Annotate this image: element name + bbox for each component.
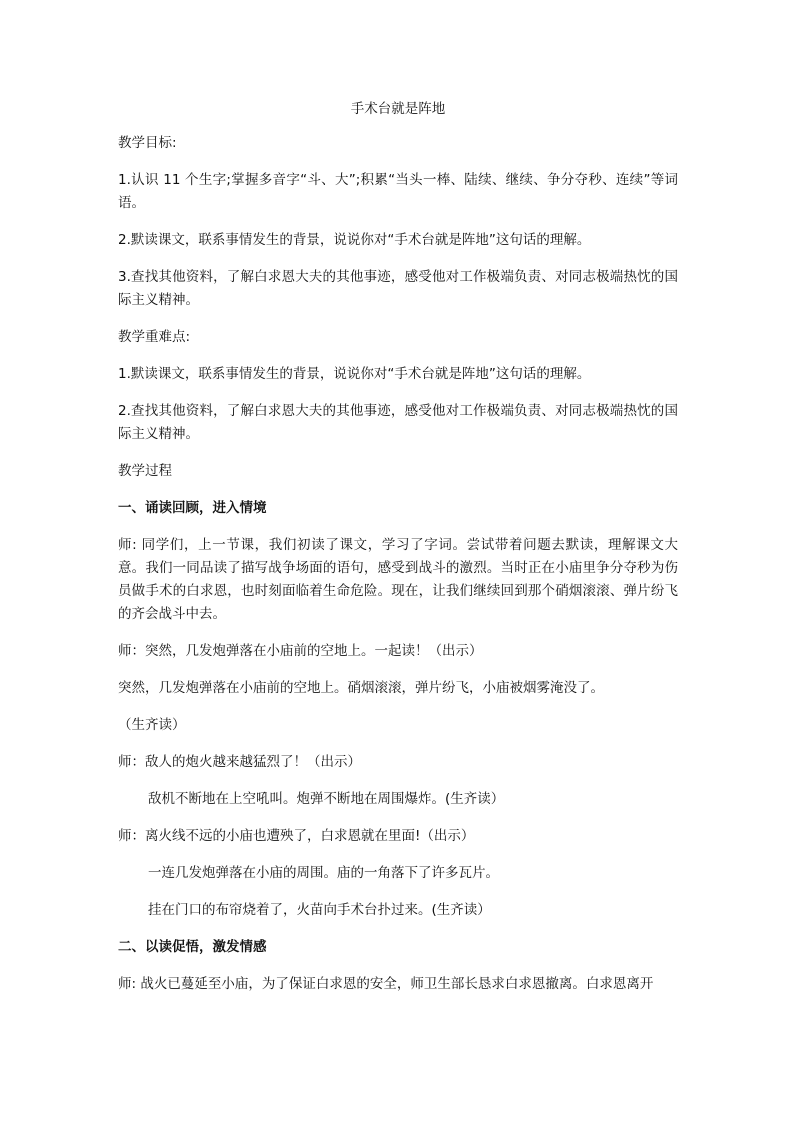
section-heading-2: 二、以读促悟，激发情感 <box>118 939 267 955</box>
paragraph-5: 教学重难点: <box>118 329 191 345</box>
paragraph-6: 1.默读课文，联系事情发生的背景，说说你对“手术台就是阵地”这句话的理解。 <box>118 366 591 382</box>
paragraph-10: 师: 同学们，上一节课，我们初读了课文，学习了字词。尝试带着问题去默读，理解课文大意。我们一同品读了描写战争场面的语句，感受到战斗的激烈。当时正在小庙里争分夺秒为伤员做手术的白求恩，也时刻面临着生命危险。现在，让我们继续回到那个硝烟滚滚、弹片纷飞的齐会战斗中去。 <box>118 537 678 622</box>
section-heading-1: 一、诵读回顾，进入情境 <box>118 500 267 516</box>
paragraph-7: 2.查找其他资料，了解白求恩大夫的其他事迹，感受他对工作极端负责、对同志极端热忱的国际主义精神。 <box>118 403 678 442</box>
document-title: 手术台就是阵地 <box>350 101 446 117</box>
paragraph-11: 师：突然，几发炮弹落在小庙前的空地上。一起读！（出示） <box>118 643 483 659</box>
document-body <box>118 96 678 1010</box>
paragraph-13: （生齐读） <box>118 717 186 733</box>
paragraph-3: 2.默读课文，联系事情发生的背景，说说你对“手术台就是阵地”这句话的理解。 <box>118 232 591 248</box>
paragraph-12: 突然，几发炮弹落在小庙前的空地上。硝烟滚滚，弹片纷飞，小庙被烟雾淹没了。 <box>118 680 604 696</box>
paragraph-16: 师：离火线不远的小庙也遭殃了，白求恩就在里面!（出示） <box>118 828 475 844</box>
paragraph-14: 师：敌人的炮火越来越猛烈了！（出示） <box>118 754 361 770</box>
paragraph-17: 一连几发炮弹落在小庙的周围。庙的一角落下了许多瓦片。 <box>148 865 499 881</box>
paragraph-2: 1.认识 11 个生字;掌握多音字“斗、大”;积累“当头一棒、陆续、继续、争分夺秒、连续”等词语。 <box>118 172 678 211</box>
paragraph-1: 教学目标: <box>118 135 177 151</box>
paragraph-4: 3.查找其他资料，了解白求恩大夫的其他事迹，感受他对工作极端负责、对同志极端热忱的国际主义精神。 <box>118 269 678 308</box>
paragraph-18: 挂在门口的布帘烧着了，火苗向手术台扑过来。(生齐读） <box>148 902 491 918</box>
paragraph-15: 敌机不断地在上空吼叫。炮弹不断地在周围爆炸。(生齐读） <box>148 791 505 807</box>
paragraph-8: 教学过程 <box>118 463 172 479</box>
paragraph-20: 师: 战火已蔓延至小庙，为了保证白求恩的安全，师卫生部长恳求白求恩撤离。白求恩离开 <box>118 976 654 992</box>
